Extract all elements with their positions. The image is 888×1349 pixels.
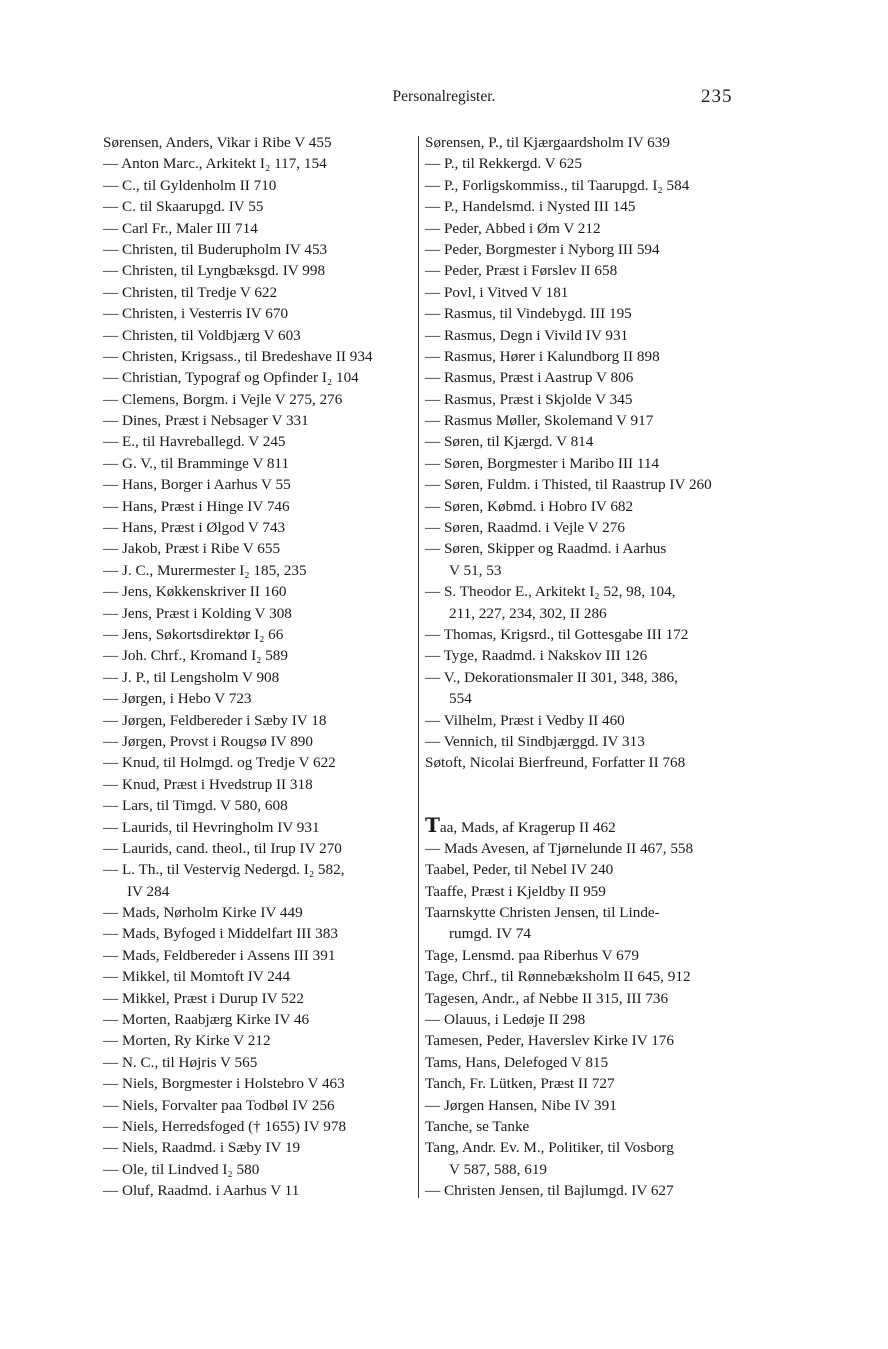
entry-continuation: V 51, 53 [449, 561, 502, 579]
register-entry: — Ole, til Lindved I₂ 580 [103, 1160, 260, 1178]
register-entry: Tagesen, Andr., af Nebbe II 315, III 736 [425, 989, 669, 1007]
register-entry: — Rasmus, Præst i Skjolde V 345 [425, 390, 633, 408]
entry-continuation: IV 284 [127, 882, 170, 900]
page-number: 235 [701, 86, 733, 107]
entry-continuation: rumgd. IV 74 [449, 925, 531, 943]
register-entry: — Christen, i Vesterris IV 670 [103, 305, 289, 323]
register-entry: — Jørgen, Feldbereder i Sæby IV 18 [103, 711, 327, 729]
register-entry: — P., Handelsmd. i Nysted III 145 [425, 198, 636, 216]
register-entry: — Morten, Raabjærg Kirke IV 46 [103, 1011, 310, 1029]
register-entry: — Christen, Krigsass., til Bredeshave II 934 [103, 347, 373, 365]
register-entry: Tage, Chrf., til Rønnebæksholm II 645, 912 [425, 968, 691, 986]
register-entry: — C., til Gyldenholm II 710 [103, 176, 277, 194]
register-entry: — Vennich, til Sindbjærggd. IV 313 [425, 732, 645, 750]
register-entry: — Morten, Ry Kirke V 212 [103, 1032, 271, 1050]
register-entry: — L. Th., til Vestervig Nedergd. I₂ 582, [103, 861, 345, 879]
register-entry: — Søren, Købmd. i Hobro IV 682 [425, 497, 634, 515]
register-entry: — P., til Rekkergd. V 625 [425, 155, 582, 173]
register-entry: Tanch, Fr. Lütken, Præst II 727 [425, 1075, 615, 1093]
register-entry: Sørensen, Anders, Vikar i Ribe V 455 [103, 134, 332, 151]
left-column [103, 132, 415, 1202]
register-entry: — Mads, Nørholm Kirke IV 449 [103, 904, 303, 922]
register-entry: — Hans, Præst i Hinge IV 746 [103, 497, 290, 515]
register-entry: — E., til Havreballegd. V 245 [103, 433, 286, 451]
register-entry: — Anton Marc., Arkitekt I₂ 117, 154 [103, 155, 327, 173]
column-divider [418, 136, 419, 1198]
register-entry: — N. C., til Højris V 565 [103, 1053, 258, 1071]
register-entry: — J. C., Murermester I₂ 185, 235 [103, 561, 307, 579]
register-entry: — Mikkel, til Momtoft IV 244 [103, 968, 291, 986]
register-entry: — Jørgen, Provst i Rougsø IV 890 [103, 732, 313, 750]
register-entry: — Hans, Borger i Aarhus V 55 [103, 476, 291, 494]
register-entry: — Søren, Borgmester i Maribo III 114 [425, 454, 660, 472]
right-entries-t [425, 838, 751, 1202]
register-entry: — J. P., til Lengsholm V 908 [103, 668, 280, 686]
register-entry: — Christen, til Lyngbæksgd. IV 998 [103, 262, 326, 280]
register-entry: Søtoft, Nicolai Bierfreund, Forfatter II 768 [425, 754, 686, 772]
register-entry: — Lars, til Timgd. V 580, 608 [103, 797, 288, 815]
register-entry: — Jens, Præst i Kolding V 308 [103, 604, 292, 622]
register-entry: — Rasmus, til Vindebygd. III 195 [425, 305, 632, 323]
register-entry: — Tyge, Raadmd. i Nakskov III 126 [425, 647, 648, 665]
register-entry: — Jørgen Hansen, Nibe IV 391 [425, 1096, 617, 1114]
register-entry: Tams, Hans, Delefoged V 815 [425, 1053, 609, 1071]
register-entry: Taabel, Peder, til Nebel IV 240 [425, 861, 614, 879]
running-header: Personalregister. [392, 88, 496, 105]
register-entry: — Søren, Fuldm. i Thisted, til Raastrup IV 260 [425, 476, 712, 494]
right-entries-s [425, 132, 751, 774]
register-entry: — Dines, Præst i Nebsager V 331 [103, 412, 309, 430]
register-entry: — Jens, Søkortsdirektør I₂ 66 [103, 625, 284, 643]
register-entry: — Vilhelm, Præst i Vedby II 460 [425, 711, 625, 729]
register-entry: — Peder, Abbed i Øm V 212 [425, 219, 601, 237]
register-entry: — Niels, Forvalter paa Todbøl IV 256 [103, 1096, 335, 1114]
register-entry: — Jakob, Præst i Ribe V 655 [103, 540, 281, 558]
register-entry: — Hans, Præst i Ølgod V 743 [103, 519, 286, 537]
register-entry: — Olauus, i Ledøje II 298 [425, 1011, 586, 1029]
register-entry: — Joh. Chrf., Kromand I₂ 589 [103, 647, 288, 665]
register-entry: — Peder, Præst i Førslev II 658 [425, 262, 618, 280]
entry-continuation: 554 [449, 690, 472, 708]
register-entry: — Mikkel, Præst i Durup IV 522 [103, 989, 304, 1007]
register-entry: — C. til Skaarupgd. IV 55 [103, 198, 264, 216]
register-entry: Tage, Lensmd. paa Riberhus V 679 [425, 946, 639, 964]
register-entry: Tamesen, Peder, Haverslev Kirke IV 176 [425, 1032, 674, 1050]
register-entry: — Knud, til Holmgd. og Tredje V 622 [103, 754, 336, 772]
register-entry: Taarnskytte Christen Jensen, til Linde- [425, 904, 660, 922]
register-entry: — Mads, Feldbereder i Assens III 391 [103, 946, 336, 964]
register-entry: — Søren, Skipper og Raadmd. i Aarhus [425, 540, 667, 558]
register-entry: — Clemens, Borgm. i Vejle V 275, 276 [103, 390, 343, 408]
register-entry: Tang, Andr. Ev. M., Politiker, til Vosborg [425, 1139, 674, 1157]
drop-initial-t: T [425, 812, 440, 837]
register-entry: — Christian, Typograf og Opfinder I₂ 104 [103, 369, 359, 387]
register-entry: — Søren, til Kjærgd. V 814 [425, 433, 594, 451]
register-entry: — Søren, Raadmd. i Vejle V 276 [425, 519, 625, 537]
section-gap [425, 774, 751, 817]
entry-continuation: 211, 227, 234, 302, II 286 [449, 604, 607, 622]
register-entry: Tanche, se Tanke [425, 1117, 530, 1135]
register-entry: — Peder, Borgmester i Nyborg III 594 [425, 240, 660, 258]
register-entry: — Christen, til Buderupholm IV 453 [103, 240, 328, 258]
register-entry: Sørensen, P., til Kjærgaardsholm IV 639 [425, 134, 670, 151]
register-entry: — G. V., til Bramminge V 811 [103, 454, 290, 472]
register-entry: — Niels, Borgmester i Holstebro V 463 [103, 1075, 345, 1093]
register-entry: — Rasmus, Degn i Vivild IV 931 [425, 326, 629, 344]
register-entry: — Christen, til Voldbjærg V 603 [103, 326, 301, 344]
register-entry: — Jens, Køkkenskriver II 160 [103, 583, 287, 601]
register-entry: — Mads, Byfoged i Middelfart III 383 [103, 925, 338, 943]
register-entry: — Rasmus, Hører i Kalundborg II 898 [425, 347, 660, 365]
entry-continuation: V 587, 588, 619 [449, 1160, 548, 1178]
register-entry: — P., Forligskommiss., til Taarupgd. I₂ 584 [425, 176, 690, 194]
right-column [425, 132, 751, 1202]
register-entry: — V., Dekorationsmaler II 301, 348, 386, [425, 668, 678, 686]
register-entry: — Mads Avesen, af Tjørnelunde II 467, 558 [425, 839, 694, 857]
register-entry: — Thomas, Krigsrd., til Gottesgabe III 172 [425, 625, 689, 643]
register-entry: — Laurids, til Hevringholm IV 931 [103, 818, 320, 836]
register-entry: — Christen, til Tredje V 622 [103, 283, 278, 301]
register-entry: — Christen Jensen, til Bajlumgd. IV 627 [425, 1182, 674, 1200]
register-entry: — S. Theodor E., Arkitekt I₂ 52, 98, 104, [425, 583, 676, 601]
register-entry: — Rasmus, Præst i Aastrup V 806 [425, 369, 634, 387]
section-t-first-entry [425, 812, 751, 838]
register-entry: — Rasmus Møller, Skolemand V 917 [425, 412, 654, 430]
register-entry: Taaffe, Præst i Kjeldby II 959 [425, 882, 606, 900]
register-entry: — Povl, i Vitved V 181 [425, 283, 569, 301]
register-entry: — Jørgen, i Hebo V 723 [103, 690, 252, 708]
register-entry: — Carl Fr., Maler III 714 [103, 219, 258, 237]
register-entry: — Niels, Raadmd. i Sæby IV 19 [103, 1139, 301, 1157]
register-entry: — Knud, Præst i Hvedstrup II 318 [103, 775, 313, 793]
first-entry-rest: aa, Mads, af Kragerup II 462 [439, 818, 616, 836]
register-entry: — Laurids, cand. theol., til Irup IV 270 [103, 839, 342, 857]
register-entry: — Niels, Herredsfoged († 1655) IV 978 [103, 1117, 347, 1135]
register-entry: — Oluf, Raadmd. i Aarhus V 11 [103, 1182, 300, 1200]
